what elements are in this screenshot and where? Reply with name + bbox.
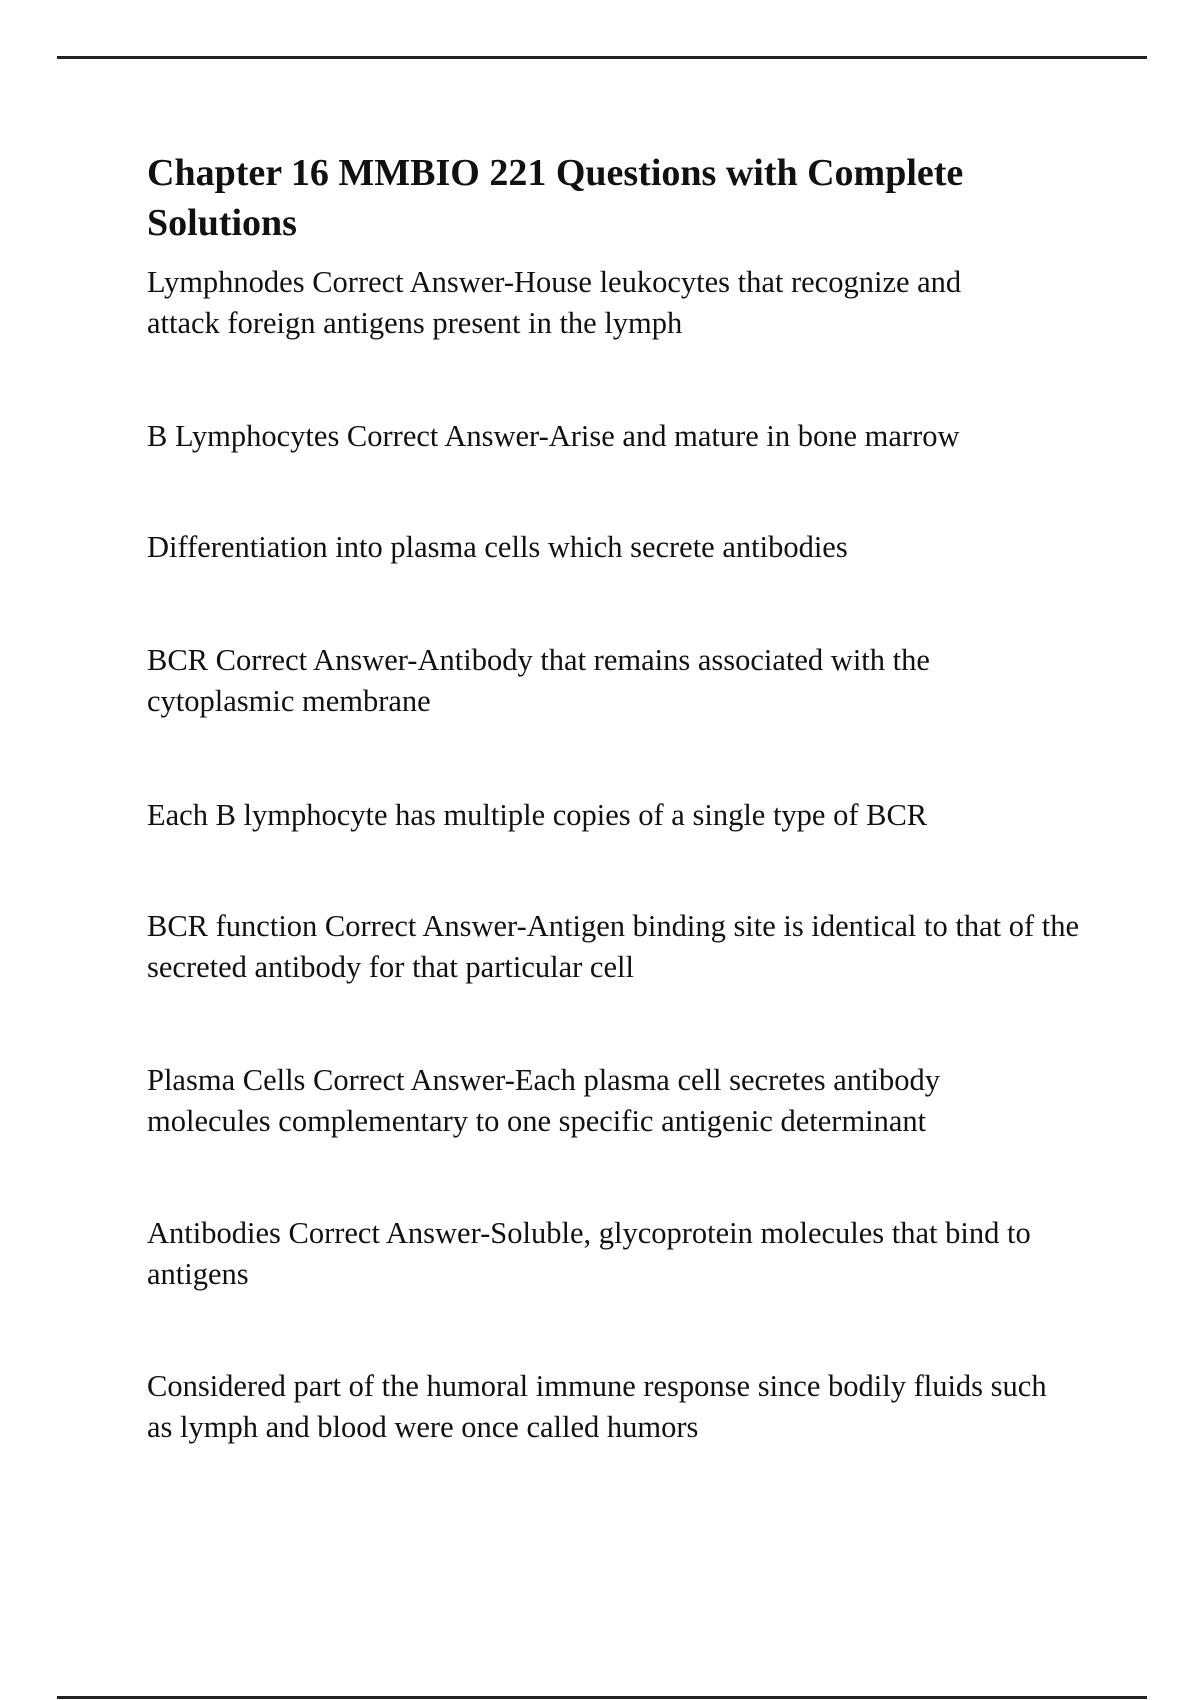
paragraph: Plasma Cells Correct Answer-Each plasma cell secretes antibody molecules complementary to one specific antigenic determinant <box>147 1063 940 1138</box>
paragraph: Each B lymphocyte has multiple copies of a single type of BCR <box>147 798 928 832</box>
paragraph: B Lymphocytes Correct Answer-Arise and mature in bone marrow <box>147 419 960 453</box>
paragraph: Antibodies Correct Answer-Soluble, glycoprotein molecules that bind to antigens <box>147 1216 1031 1291</box>
footer-rule <box>57 1696 1147 1699</box>
paragraph: BCR function Correct Answer-Antigen binding site is identical to that of the secreted antibody for that particular cell <box>147 909 1080 984</box>
header-rule <box>57 56 1147 59</box>
paragraph: Lymphnodes Correct Answer-House leukocytes that recognize and attack foreign antigens present in the lymph <box>147 265 962 340</box>
paragraph: BCR Correct Answer-Antibody that remains associated with the cytoplasmic membrane <box>147 643 930 718</box>
paragraph: Considered part of the humoral immune response since bodily fluids such as lymph and blood were once called humors <box>147 1369 1047 1444</box>
paragraph: Differentiation into plasma cells which secrete antibodies <box>147 530 848 564</box>
page-title: Chapter 16 MMBIO 221 Questions with Complete Solutions <box>147 152 964 244</box>
